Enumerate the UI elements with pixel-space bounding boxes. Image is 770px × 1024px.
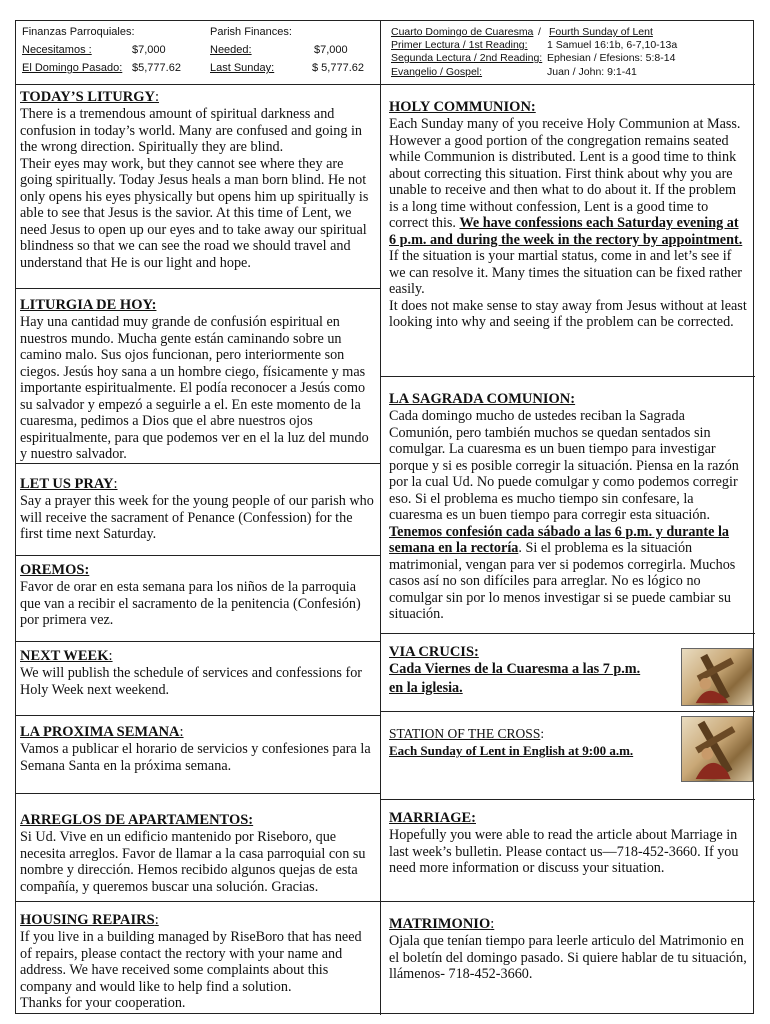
domingo-pasado-label: El Domingo Pasado: <box>22 62 123 74</box>
first-reading-value: 1 Samuel 16:1b, 6-7,10-13a <box>547 39 678 51</box>
marriage-body: Hopefully you were able to read the article about Marriage in last week’s bulletin. Please contact us—718-452-3660. If you need more information or discuss your situation. <box>389 827 739 876</box>
housing-repairs-body: If you live in a building managed by RiseBoro that has need of repairs, please contact the rectory with your name and address. We have received some complaints about this company and would like to help find a solution. Thanks for your cooperation. <box>20 929 362 1011</box>
holy-communion-heading: HOLY COMMUNION: <box>389 99 536 115</box>
second-reading-value: Ephesian / Efesions: 5:8-14 <box>547 52 676 64</box>
parish-finances-title: Parish Finances: <box>210 26 292 38</box>
last-sunday-value: $ 5,777.62 <box>312 62 364 74</box>
todays-liturgy-section <box>16 85 381 289</box>
let-us-pray-heading: LET US PRAY: <box>20 476 118 492</box>
necesitamos-value: $7,000 <box>132 44 166 56</box>
bulletin-page <box>15 20 754 1014</box>
finanzas-title: Finanzas Parroquiales: <box>22 26 135 38</box>
needed-label: Needed: <box>210 44 252 56</box>
station-of-cross-image <box>681 716 753 782</box>
next-week-heading: NEXT WEEK: <box>20 648 113 664</box>
domingo-pasado-value: $5,777.62 <box>132 62 181 74</box>
second-reading-label: Segunda Lectura / 2nd Reading: <box>391 52 543 64</box>
arreglos-section <box>16 794 381 902</box>
gospel-label: Evangelio / Gospel: <box>391 66 483 78</box>
let-us-pray-body: Say a prayer this week for the young people of our parish who will receive the sacrament of Penance (Confession) for the first time next Saturday. <box>20 493 374 542</box>
via-crucis-section <box>381 634 755 712</box>
sagrada-comunion-heading: LA SAGRADA COMUNION: <box>389 391 576 407</box>
todays-liturgy-body: There is a tremendous amount of spiritual darkness and confusion in today’s world. Many are confused and going in the wrong direction. Spiritually they are blind. Their eyes may work, but they cannot see where they are going spiritually. Today Jesus heals a man born blind. He not only opens his eyes physically but opens him up spiritually is able to see that Jesus is the savior. At this time of Lent, we need Jesus to open up our eyes and to take away our spiritual blindness so that we can see the road we should travel and understand that He is our light and hope. <box>20 106 369 271</box>
holy-communion-confession-times: We have confessions each Saturday evening at 6 p.m. and during the week in the rectory by appointment. <box>389 215 743 248</box>
via-crucis-heading: VIA CRUCIS: <box>389 644 479 660</box>
arreglos-heading: ARREGLOS DE APARTAMENTOS: <box>20 812 254 828</box>
marriage-heading: MARRIAGE: <box>389 810 476 826</box>
la-proxima-semana-heading: LA PROXIMA SEMANA: <box>20 724 184 740</box>
stations-of-cross-image <box>681 648 753 706</box>
matrimonio-heading: MATRIMONIO: <box>389 916 495 932</box>
necesitamos-label: Necesitamos : <box>22 44 92 56</box>
cross-illustration <box>682 649 752 705</box>
next-week-section <box>16 642 381 716</box>
readings-separator: / <box>538 26 541 38</box>
via-crucis-line1: Cada Viernes de la Cuaresma a las 7 p.m. <box>389 661 641 677</box>
let-us-pray-section <box>16 464 381 556</box>
finances-block <box>16 21 381 85</box>
gospel-value: Juan / John: 9:1-41 <box>547 66 637 78</box>
via-crucis-line2: en la iglesia. <box>389 679 463 696</box>
liturgia-de-hoy-heading: LITURGIA DE HOY: <box>20 297 157 313</box>
marriage-section <box>381 800 755 902</box>
todays-liturgy-heading: TODAY’S LITURGY: <box>20 89 159 105</box>
sagrada-comunion-body: Cada domingo mucho de ustedes reciban la Sagrada Comunión, pero también muchos se quedan sentados sin comulgar. La cuaresma es un buen tiempo para investigar porque y si es posible corregir la situación. Piensa en la razón por la cual Ud. No puede comulgar y como podemos corregir eso. Si el problema es mucho tiempo sin confesare, la cuaresma es un buen tiempo para corregir esta situación. Tenemos confesión cada sábado a las 6 p.m. y durante la semana en la rectoría. Si el problema es la situación matrimonial, vengan para ver si podemos corregirla. Muchos casos así no son difíciles para arreglar. No es lógico no comulgar sin por lo menos investigar si se puede cambiar su situación. <box>389 408 739 622</box>
station-of-cross-section <box>381 712 755 800</box>
la-proxima-semana-section <box>16 716 381 794</box>
readings-sunday-en: Fourth Sunday of Lent <box>549 26 653 38</box>
next-week-body: We will publish the schedule of services and confessions for Holy Week next weekend. <box>20 665 363 698</box>
station-of-cross-heading: STATION OF THE CROSS: <box>389 726 545 741</box>
needed-value: $7,000 <box>314 44 348 56</box>
holy-communion-body: Each Sunday many of you receive Holy Communion at Mass. However a good portion of the congregation remains seated while Communion is distributed. Lent is a good time to think about correcting this situation. First think about why you are unable to receive and then what to do about it. If the problem is a long time without confession, Lent is a good time to correct this. We have confessions each Saturday evening at 6 p.m. and during the week in the rectory by appointment. If the situation is your martial status, come in and let’s see if we can resolve it. Many times the situation can be fixed rather easily. It does not make sense to stay away from Jesus without at least looking into why and seeing if the problem can be corrected. <box>389 116 747 330</box>
station-of-cross-line1: Each Sunday of Lent in English at 9:00 a.m. <box>389 743 634 758</box>
last-sunday-label: Last Sunday: <box>210 62 275 74</box>
holy-communion-section <box>381 85 755 377</box>
la-proxima-semana-body: Vamos a publicar el horario de servicios y confesiones para la Semana Santa en la próxima semana. <box>20 741 371 774</box>
readings-sunday-es: Cuarto Domingo de Cuaresma <box>391 26 534 38</box>
matrimonio-body: Ojala que tenían tiempo para leerle articulo del Matrimonio en el boletín del domingo pasado. Si quiere hablar de tu situación, llámenos- 718-452-3660. <box>389 933 747 982</box>
sagrada-comunion-confession-times: Tenemos confesión cada sábado a las 6 p.m. y durante la semana en la rectoría <box>389 523 730 556</box>
first-reading-label: Primer Lectura / 1st Reading: <box>391 39 528 51</box>
matrimonio-section <box>381 902 755 1015</box>
oremos-heading: OREMOS: <box>20 562 90 578</box>
arreglos-body: Si Ud. Vive en un edificio mantenido por Riseboro, que necesita arreglos. Favor de llamar a la casa parroquial con su nombre y dirección. Hemos recibido algunos quejas de esta compañía, y queremos buscar una solución. Gracias. <box>20 829 366 895</box>
oremos-section <box>16 556 381 642</box>
liturgia-de-hoy-body: Hay una cantidad muy grande de confusión espiritual en nuestros mundo. Mucha gente están caminando sobre un camino malo. Sus ojos funcionan, pero interiormente son ciegos. Jesús hoy sana a un hombre ciego, físicamente y mas importante espiritualmente. El podía reconocer a Jesús como su salvador y empezó a seguirle a el. En este momento de la cuaresma, pedimos a Dios que el abre nuestros ojos espiritualmente, para que podemos ver en el la luz del mundo y nuestro salvador. <box>20 314 369 462</box>
readings-block <box>381 21 755 85</box>
housing-repairs-heading: HOUSING REPAIRS: <box>20 912 159 928</box>
oremos-body: Favor de orar en esta semana para los niños de la parroquia que van a recibir el sacramento de la penitencia (Confesión) por primera vez. <box>20 579 361 628</box>
liturgia-de-hoy-section <box>16 289 381 464</box>
housing-repairs-section <box>16 902 381 1015</box>
cross-illustration-2 <box>682 717 752 781</box>
sagrada-comunion-section <box>381 377 755 634</box>
